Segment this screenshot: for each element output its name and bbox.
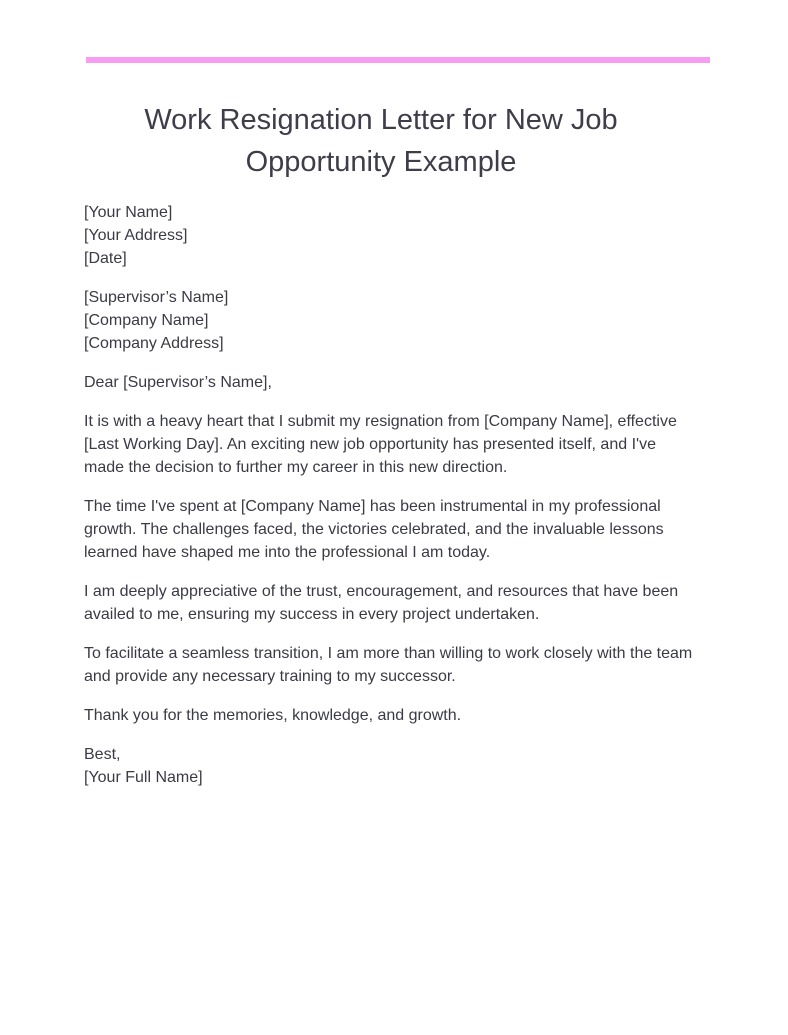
paragraph: To facilitate a seamless transition, I am more than willing to work closely with the team and provide any necessary training to my successor. — [84, 645, 693, 685]
signoff-block — [84, 743, 694, 789]
recipient-company: [Company Name] — [84, 312, 209, 329]
paragraph: Thank you for the memories, knowledge, and growth. — [84, 707, 462, 724]
salutation: Dear [Supervisor’s Name], — [84, 374, 272, 391]
signature: [Your Full Name] — [84, 769, 203, 786]
sender-name: [Your Name] — [84, 204, 173, 221]
recipient-address: [Company Address] — [84, 335, 224, 352]
recipient-block — [84, 286, 694, 355]
paragraph: The time I've spent at [Company Name] has been instrumental in my professional growth. The challenges faced, the victories celebrated, and the invaluable lessons learned have shaped me into the professional I am today. — [84, 498, 664, 561]
letter-date: [Date] — [84, 250, 127, 267]
letter-body — [84, 201, 694, 805]
sender-block — [84, 201, 694, 270]
page-title: Work Resignation Letter for New Job Opportunity Example — [144, 104, 618, 178]
paragraph: It is with a heavy heart that I submit my resignation from [Company Name], effective [Last Working Day]. An exciting new job opportunity has presented itself, and I've made the decision to further my career in this new direction. — [84, 413, 677, 476]
recipient-name: [Supervisor’s Name] — [84, 289, 229, 306]
sender-address: [Your Address] — [84, 227, 188, 244]
paragraph: I am deeply appreciative of the trust, encouragement, and resources that have been availed to me, ensuring my success in every project undertaken. — [84, 583, 679, 623]
closing: Best, — [84, 746, 121, 763]
accent-bar — [86, 57, 710, 63]
